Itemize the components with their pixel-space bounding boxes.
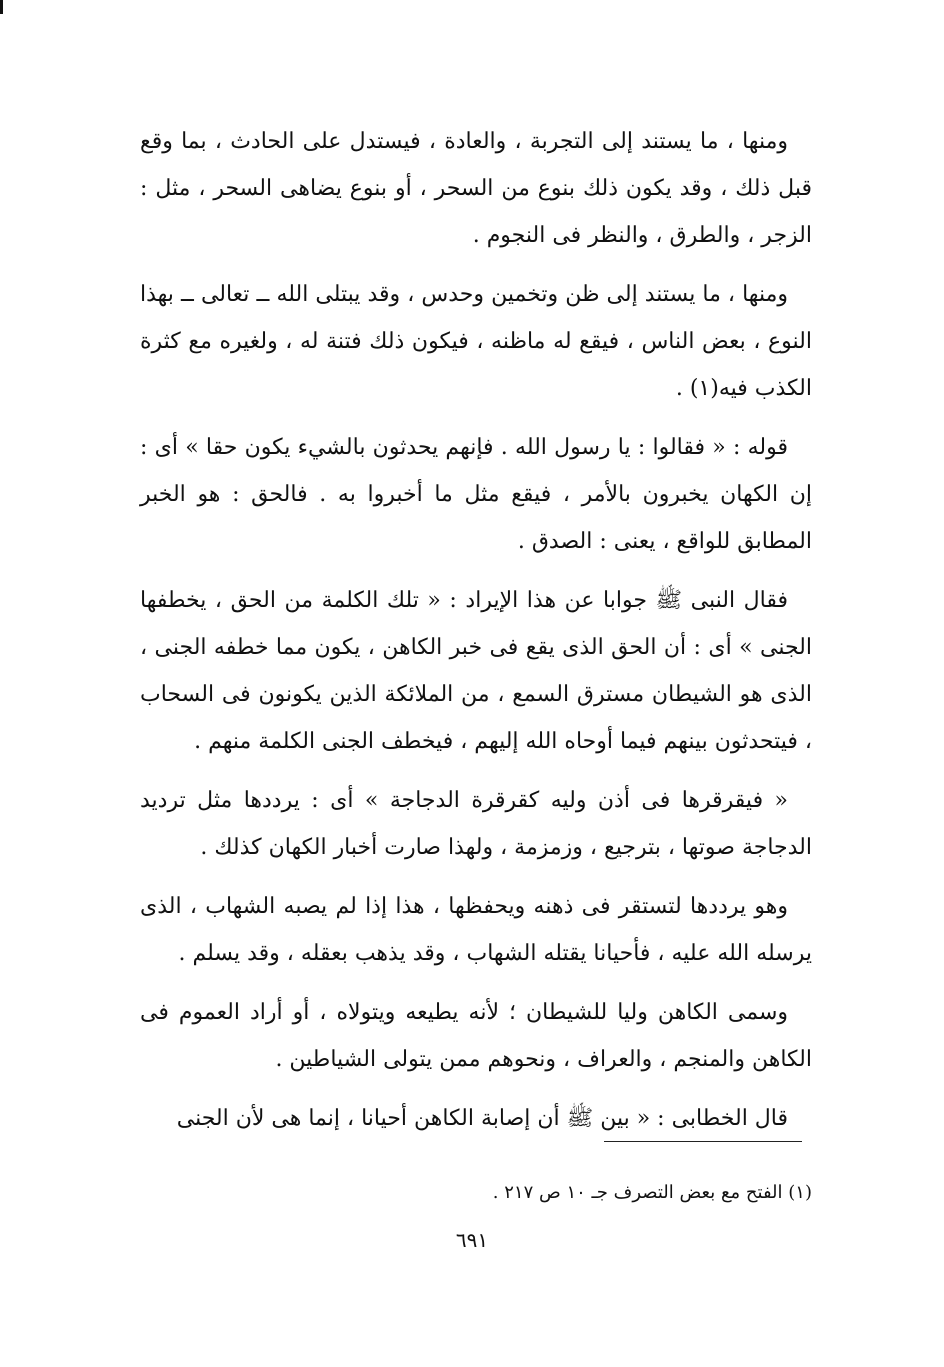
footnote-divider <box>604 1141 802 1142</box>
paragraph: وسمى الكاهن وليا للشيطان ؛ لأنه يطيعه ويتولاه ، أو أراد العموم فى الكاهن والمنجم ، والعراف ، ونحوهم ممن يتولى الشياطين . <box>140 1000 812 1072</box>
paragraph: قال الخطابى : « بين ﷺ أن إصابة الكاهن أحيانا ، إنما هى لأن الجنى <box>176 1106 788 1131</box>
footnote: (١) الفتح مع بعض التصرف جـ ١٠ ص ٢١٧ . <box>492 1182 812 1203</box>
paragraph: قوله : « فقالوا : يا رسول الله . فإنهم يحدثون بالشيء يكون حقا » أى : إن الكهان يخبرون بالأمر ، فيقع مثل ما أخبروا به . فالحق : هو الخبر المطابق للواقع ، يعنى : الصدق . <box>140 435 812 554</box>
page-edge-mark <box>0 0 3 14</box>
paragraph: ومنها ، ما يستند إلى التجربة ، والعادة ، فيستدل على الحادث ، بما وقع قبل ذلك ، وقد يكون ذلك بنوع من السحر ، أو بنوع يضاهى السحر ، مثل : الزجر ، والطرق ، والنظر فى النجوم . <box>140 129 812 248</box>
paragraph: « فيقرقرها فى أذن وليه كقرقرة الدجاجة » أى : يرددها مثل ترديد الدجاجة صوتها ، بترجيع ، وزمزمة ، ولهذا صارت أخبار الكهان كذلك . <box>140 788 812 860</box>
page-number: ٦٩١ <box>455 1228 489 1252</box>
paragraph: وهو يرددها لتستقر فى ذهنه ويحفظها ، هذا إذا لم يصبه الشهاب ، الذى يرسله الله عليه ، فأحيانا يقتله الشهاب ، وقد يذهب بعقله ، وقد يسلم . <box>140 894 812 966</box>
main-text <box>140 118 812 1154</box>
paragraph: فقال النبى ﷺ جوابا عن هذا الإيراد : « تلك الكلمة من الحق ، يخطفها الجنى » أى : أن الحق الذى يقع فى خبر الكاهن ، يكون مما خطفه الجنى ، الذى هو الشيطان مسترق السمع ، من الملائكة الذين يكونون فى السحاب ، فيتحدثون بينهم فيما أوحاه الله إليهم ، فيخطف الجنى الكلمة منهم . <box>140 588 812 754</box>
paragraph: ومنها ، ما يستند إلى ظن وتخمين وحدس ، وقد يبتلى الله ــ تعالى ــ بهذا النوع ، بعض الناس ، فيقع له ماظنه ، فيكون ذلك فتنة له ، ولغيره مع كثرة الكذب فيه(١) . <box>140 282 812 401</box>
